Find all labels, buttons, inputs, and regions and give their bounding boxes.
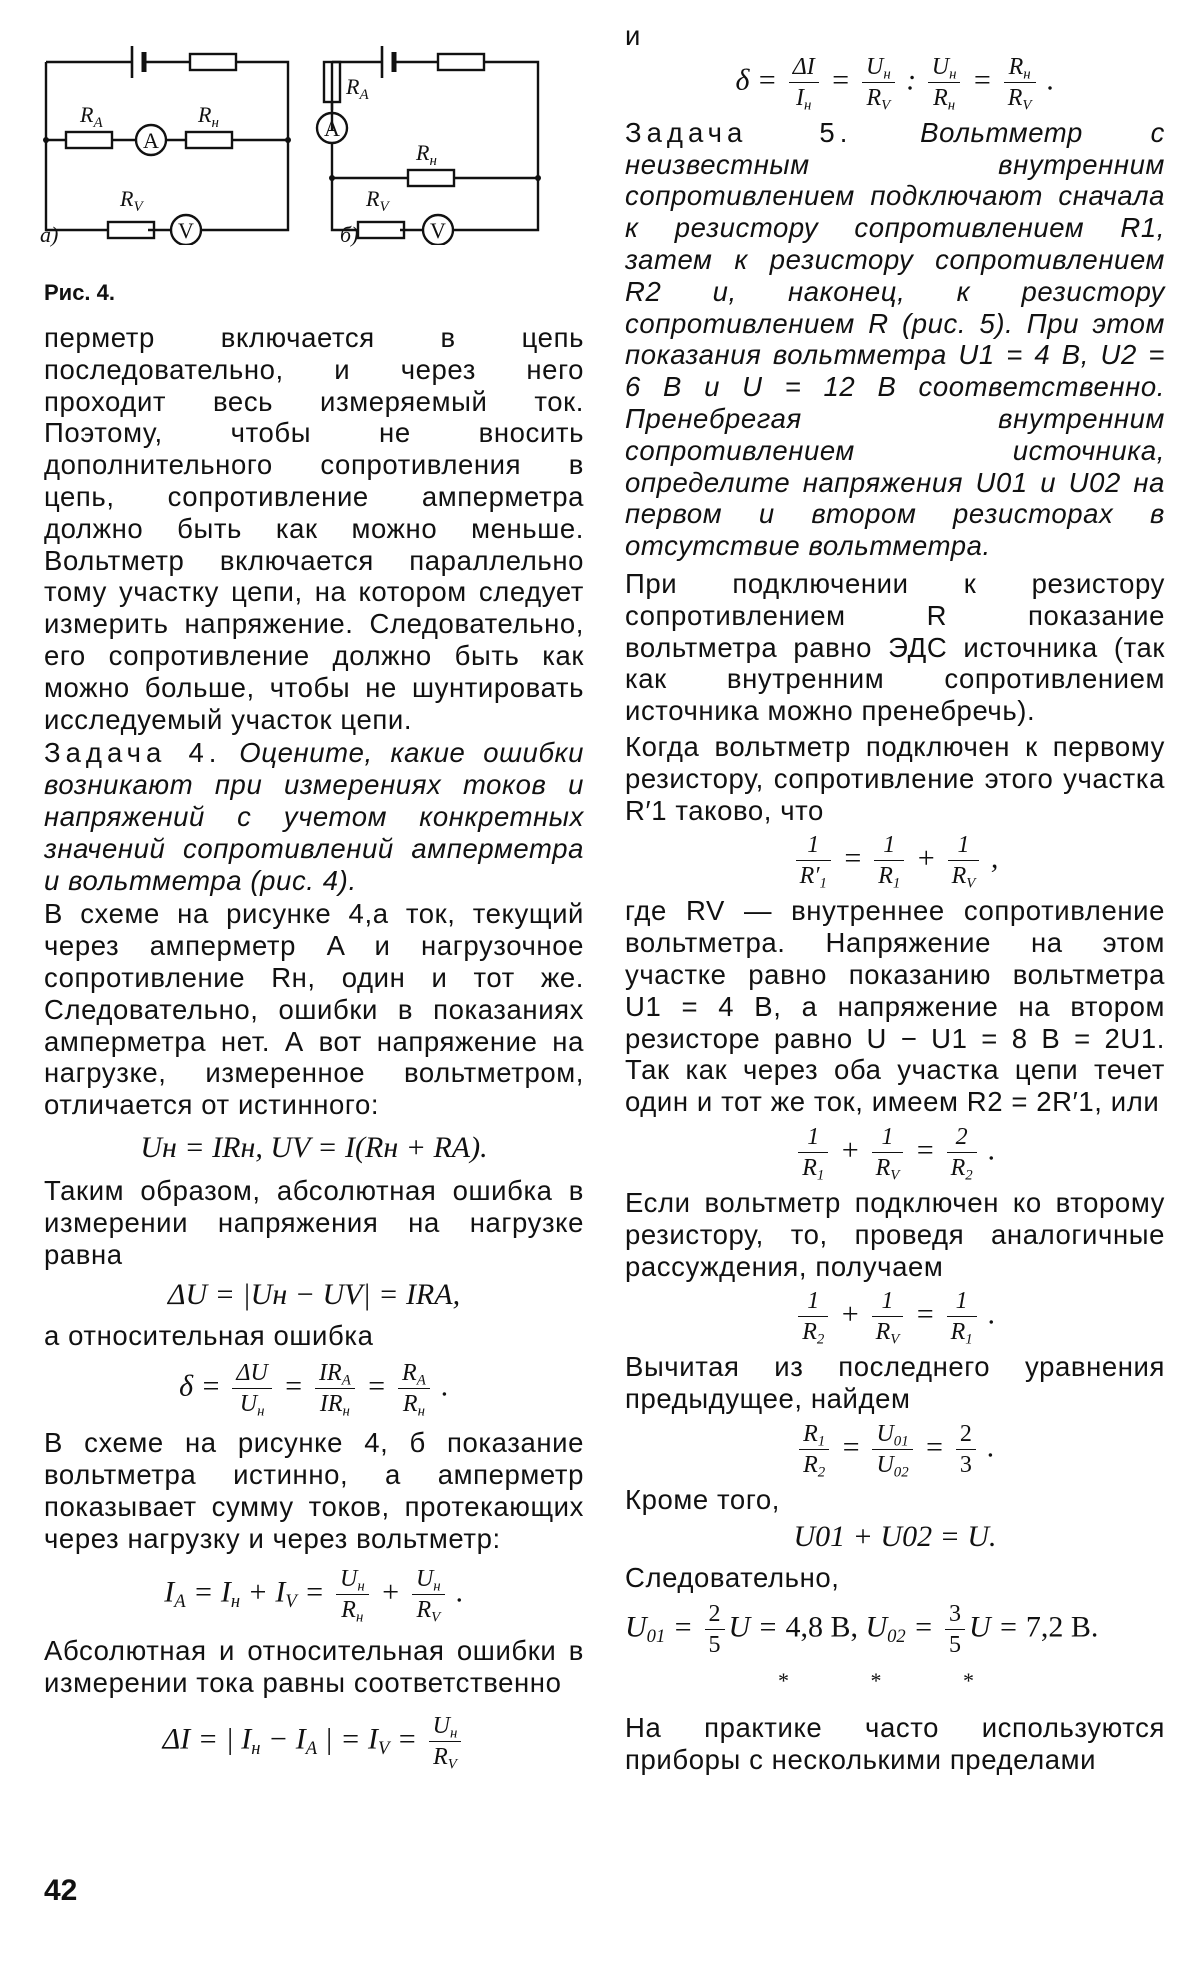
equation-voltages: Uн = IRн, UV = I(Rн + RA). [140,1130,488,1164]
label-rv-a: $R_V$ [120,186,143,215]
paragraph-second-resistor: Если вольтметр подключен ко второму резистору, то, проведя аналогичные рассуждения, получаем [625,1186,1165,1282]
task-5-heading: Задача 5. [625,116,853,148]
task-4 [44,737,584,896]
paragraph-emf: При подключении к резистору сопротивлением R показание вольтметра равно ЭДС источника (так как внутренним сопротивлением источника можно пренебречь). [625,567,1165,727]
paragraph-subtract: Вычитая из последнего уравнения предыдущее, найдем [625,1351,1165,1415]
label-rn-b: $R_н$ [416,140,437,169]
paragraph-internal-resistance: где RV — внутреннее сопротивление вольтметра. Напряжение на этом участке равно показанию вольтметра U1 = 4 В, а напряжение на втором резисторе равно U − U1 = 8 В = 2U1. Так как через оба участка цепи течет один и тот же ток, имеем R2 = 2R′1, или [625,895,1165,1118]
equation-delta-i: ΔI = | $I_н - I_A$ | = $I_V$ = $\frac{U_н}{R_V}$ [44,1711,584,1772]
page-number: 42 [44,1874,78,1907]
task-4-text: Оцените, какие ошибки возникают при измерениях токов и напряжений с учетом конкретных значений сопротивлений амперметра и вольтметра (рис. 4). [44,737,584,896]
paragraph-first-resistor: Когда вольтметр подключен к первому резистору, сопротивление этого участка R′1 таково, что [625,730,1165,826]
equation-r2: $\frac{1}{R_1}$ + $\frac{1}{R_V}$ = $\frac{2}{R_2}$ . [625,1122,1165,1183]
equation-result: $U_{01}$ = $\frac{2}{5}$ U = 4,8 В, $U_{02}$ = $\frac{3}{5}$ U = 7,2 В. [625,1601,1099,1659]
ammeter-symbol-b: A [324,116,340,141]
label-ra-a: $R_A$ [80,102,103,131]
equation-ratio: $\frac{R_1}{R_2}$ = $\frac{U_{01}}{U_{02}}$ = $\frac{2}{3}$ . [625,1419,1165,1480]
circuit-diagrams [40,30,585,245]
paragraph-ammeter: перметр включается в цепь последовательно, и через него проходит весь измеряемый ток. Поэтому, чтобы не вносить дополнительного сопротивления в цепь, сопротивление амперметра должно быть как можно меньше. Вольтметр включается параллельно тому участку цепи, на котором следует измерить напряжение. Следовательно, его сопротивление должно быть как можно больше, чтобы не шунтировать исследуемый участок цепи. [44,322,584,735]
voltmeter-symbol-a: V [178,218,194,243]
task-5 [625,117,1165,562]
equation-delta-current: δ = $\frac{\Delta I}{I_н}$ = $\frac{U_н}{R_V}$ : $\frac{U_н}{R_н}$ = $\frac{R_н}{R_V}$ . [735,53,1055,114]
figure-label-a: а) [40,222,59,247]
paragraph-absolute-error: Таким образом, абсолютная ошибка в измерении напряжения на нагрузке равна [44,1174,584,1270]
figure-4 [40,30,585,245]
equation-sum: U01 + U02 = U. [793,1519,997,1553]
paragraph-scheme-b: В схеме на рисунке 4, б показание вольтметра истинно, а амперметр показывает сумму токов, протекающих через нагрузку и через вольтметр: [44,1427,584,1554]
figure-label-b: б) [340,222,359,247]
paragraph-current-errors: Абсолютная и относительная ошибки в измерении тока равны соответственно [44,1635,584,1699]
equation-delta-relative: δ = $\frac{\Delta U}{U_н}$ = $\frac{IR_A}{IR_н}$ = $\frac{R_A}{R_н}$ . [179,1360,449,1420]
ammeter-symbol-a: A [143,128,159,153]
left-column [44,322,584,1772]
section-separator: * * * [778,1668,1012,1694]
paragraph-therefore: Следовательно, [625,1561,840,1593]
task-5-text: Вольтметр с неизвестным внутренним сопротивлением подключают сначала к резистору сопротивлением R1, затем к резистору сопротивлением R2 и, наконец, к резистору сопротивлением R (рис. 5). При этом показания вольтметра U1 = 4 В, U2 = 6 В и U = 12 В соответственно. Пренебрегая внутренним сопротивлением источника, определите напряжения U01 и U02 на первом и втором резисторах в отсутствие вольтметра. [625,116,1166,562]
word-and: и [625,20,641,51]
label-rn-a: $R_н$ [198,102,219,131]
label-rv-b: $R_V$ [366,186,389,215]
voltmeter-symbol-b: V [430,218,446,243]
figure-caption: Рис. 4. [44,280,116,305]
equation-r1-prime: $\frac{1}{R'_1}$ = $\frac{1}{R_1}$ + $\frac{1}{R_V}$ , [625,830,1165,891]
paragraph-moreover: Кроме того, [625,1483,780,1515]
equation-ammeter-current: $I_A = I_н + I_V$ = $\frac{U_н}{R_н}$ + $\frac{U_н}{R_V}$ . [164,1566,464,1626]
task-4-heading: Задача 4. [44,737,222,769]
paragraph-scheme-a: В схеме на рисунке 4,а ток, текущий через амперметр A и нагрузочное сопротивление Rн, один и тот же. Следовательно, ошибки в показаниях амперметра нет. А вот напряжение на нагрузке, измеренное вольтметром, отличается от истинного: [44,898,584,1121]
equation-delta-u: ΔU = |Uн − UV| = IRA, [167,1278,461,1312]
right-column [625,20,1165,1776]
paragraph-relative-error: а относительная ошибка [44,1320,374,1352]
equation-r1: $\frac{1}{R_2}$ + $\frac{1}{R_V}$ = $\frac{1}{R_1}$ . [625,1286,1165,1347]
paragraph-practice: На практике часто используются приборы с несколькими пределами [625,1712,1165,1776]
label-ra-b: $R_A$ [346,74,369,103]
